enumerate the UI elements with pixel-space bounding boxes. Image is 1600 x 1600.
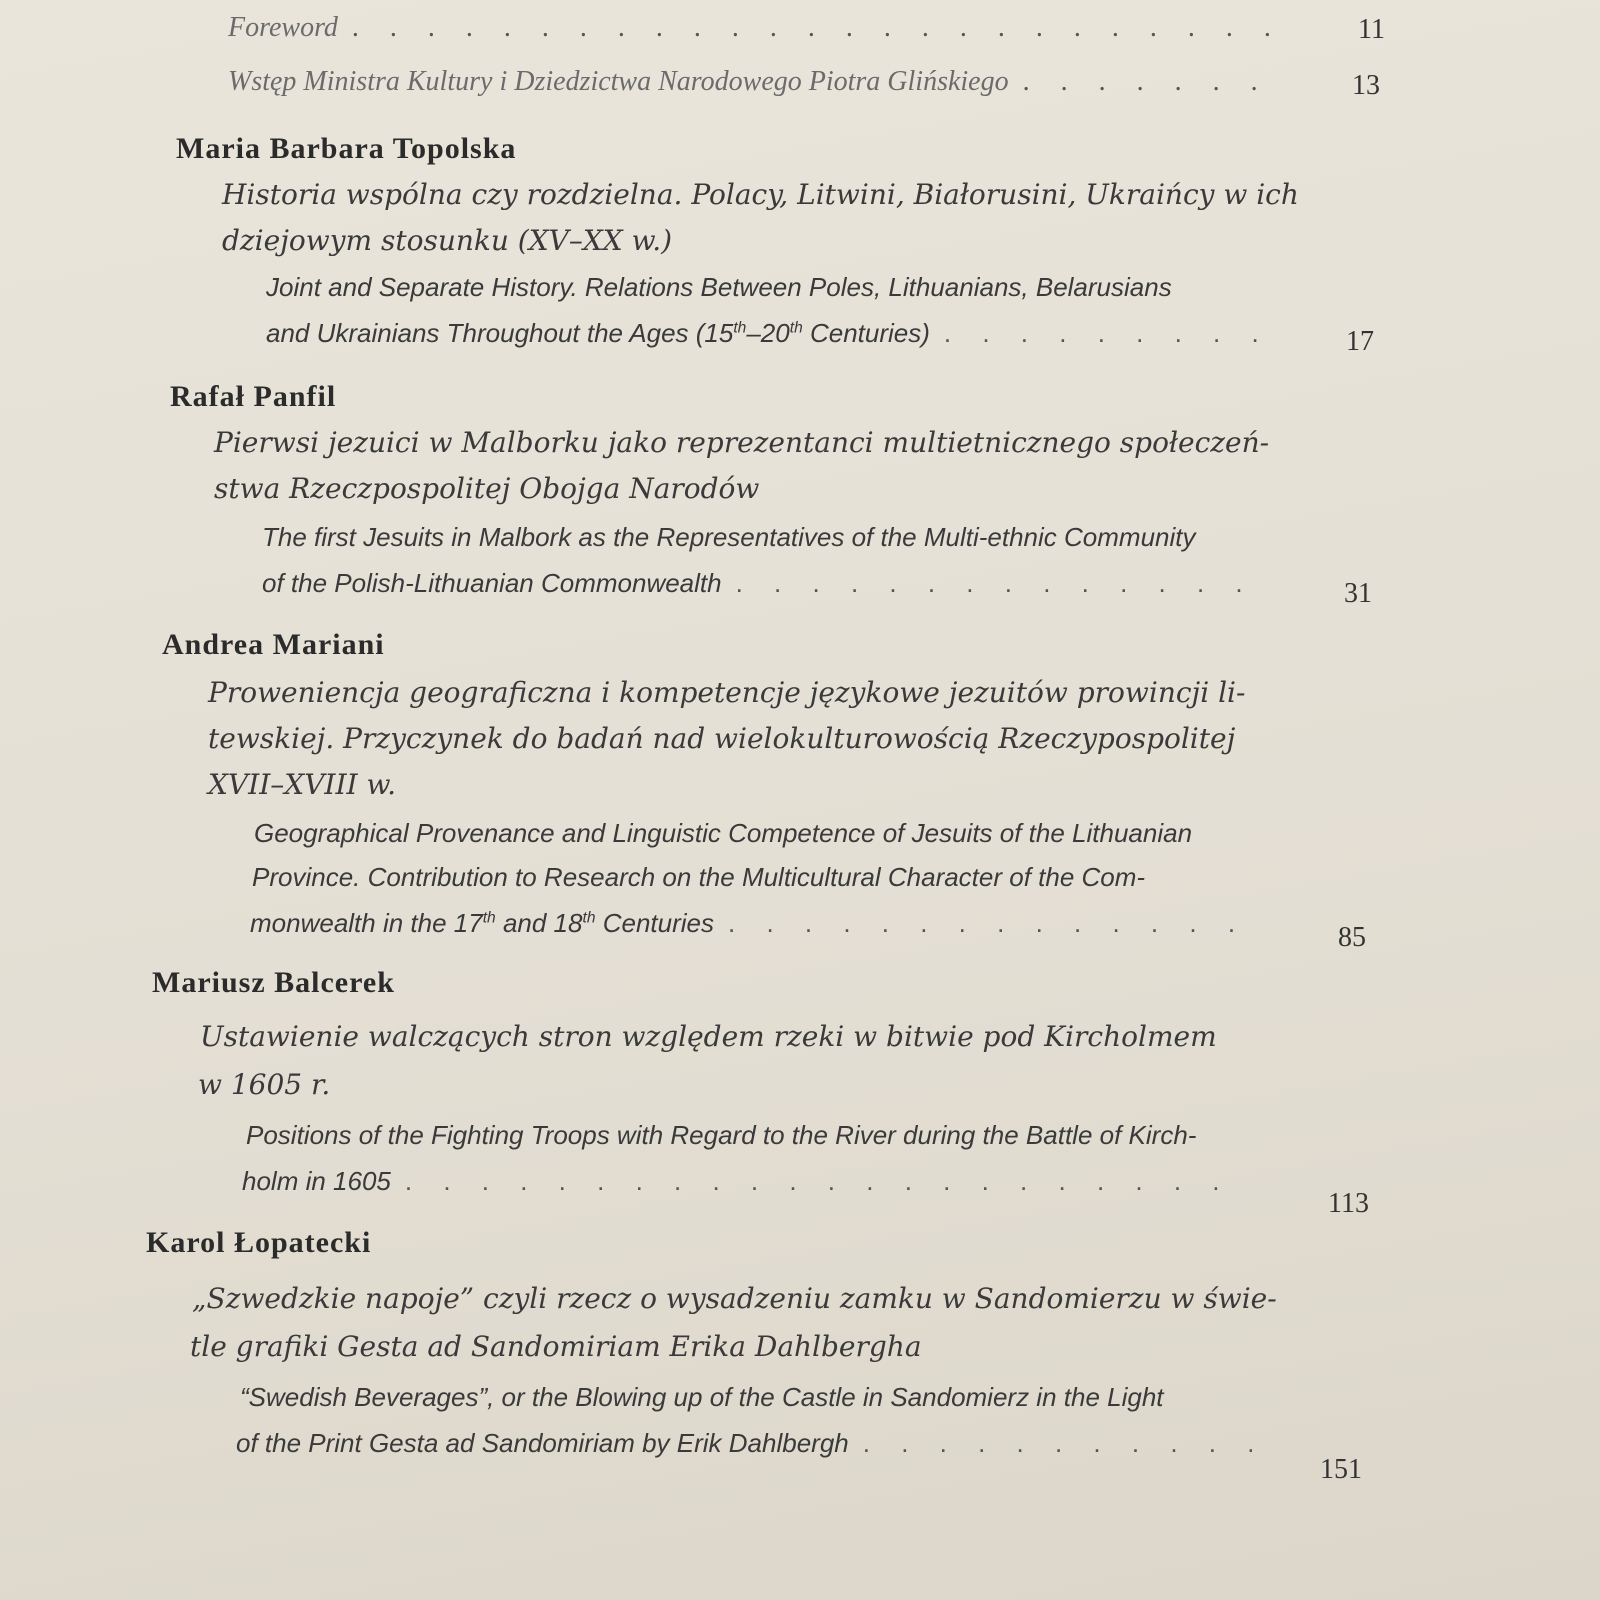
author-balcerek: Mariusz Balcerek <box>152 966 395 999</box>
title-en-line <box>250 908 1260 939</box>
title-en-line <box>262 568 1266 599</box>
title-en-text: of the Print Gesta ad Sandomiriam by Erik Dahlbergh <box>236 1428 849 1458</box>
title-pl-line: dziejowym stosunku (XV–XX w.) <box>222 224 673 257</box>
entry-page: 17 <box>1346 326 1374 357</box>
intro-page: 13 <box>1352 70 1380 101</box>
title-en-text: and Ukrainians Throughout the Ages (15th–20th Centuries) <box>266 318 930 348</box>
title-en-line: Geographical Provenance and Linguistic Competence of Jesuits of the Lithuanian <box>254 818 1193 848</box>
title-en-line: Joint and Separate History. Relations Between Poles, Lithuanians, Belarusians <box>266 272 1172 302</box>
leader-dots <box>863 1428 1252 1459</box>
title-pl-line: tle grafiki Gesta ad Sandomiriam Erika Dahlbergha <box>190 1330 922 1363</box>
title-en-line: Province. Contribution to Research on the Multicultural Character of the Com- <box>252 862 1146 892</box>
title-en-text: holm in 1605 <box>242 1166 391 1196</box>
toc-foreword <box>228 12 1274 44</box>
entry-page: 85 <box>1338 922 1366 953</box>
title-en-text: of the Polish-Lithuanian Commonwealth <box>262 568 722 598</box>
title-pl-line: w 1605 r. <box>198 1068 331 1101</box>
toc-intro <box>228 66 1274 98</box>
title-en-text: monwealth in the 17th and 18th Centuries <box>250 908 714 938</box>
foreword-title: Foreword <box>228 12 338 43</box>
entry-page: 113 <box>1328 1188 1369 1219</box>
title-pl-line: XVII–XVIII w. <box>208 768 397 801</box>
title-pl-line: Ustawienie walczących stron względem rzeki w bitwie pod Kircholmem <box>200 1020 1217 1053</box>
author-mariani: Andrea Mariani <box>162 628 385 661</box>
author-topolska: Maria Barbara Topolska <box>176 132 517 165</box>
leader-dots <box>736 568 1266 599</box>
title-pl-line: Pierwsi jezuici w Malborku jako reprezentanci multietnicznego społeczeń- <box>214 426 1270 459</box>
entry-page: 151 <box>1320 1454 1362 1485</box>
foreword-page: 11 <box>1358 14 1385 45</box>
leader-dots <box>352 12 1274 44</box>
title-en-line <box>236 1428 1252 1459</box>
intro-title: Wstęp Ministra Kultury i Dziedzictwa Narodowego Piotra Glińskiego <box>228 66 1009 97</box>
title-pl-line: stwa Rzeczpospolitej Obojga Narodów <box>214 472 760 505</box>
entry-page: 31 <box>1344 578 1372 609</box>
title-en-line: “Swedish Beverages”, or the Blowing up of the Castle in Sandomierz in the Light <box>240 1382 1164 1412</box>
title-pl-line: „Szwedzkie napoje” czyli rzecz o wysadzeniu zamku w Sandomierzu w świe- <box>192 1282 1277 1315</box>
title-en-line <box>242 1166 1252 1197</box>
title-en-line: The first Jesuits in Malbork as the Representatives of the Multi-ethnic Community <box>262 522 1196 552</box>
title-pl-line: Historia wspólna czy rozdzielna. Polacy, Litwini, Białorusini, Ukraińcy w ich <box>222 178 1299 211</box>
title-en-line: Positions of the Fighting Troops with Regard to the River during the Battle of Kirch- <box>246 1120 1197 1150</box>
title-pl-line: tewskiej. Przyczynek do badań nad wielokulturowością Rzeczypospolitej <box>208 722 1236 755</box>
author-panfil: Rafał Panfil <box>170 380 337 413</box>
title-pl-line: Proweniencja geograficzna i kompetencje językowe jezuitów prowincji li- <box>208 676 1246 709</box>
author-lopatecki: Karol Łopatecki <box>146 1226 372 1259</box>
title-en-line <box>266 318 1270 349</box>
leader-dots <box>944 318 1270 349</box>
leader-dots <box>405 1166 1252 1197</box>
leader-dots <box>1023 66 1274 98</box>
leader-dots <box>728 908 1260 939</box>
